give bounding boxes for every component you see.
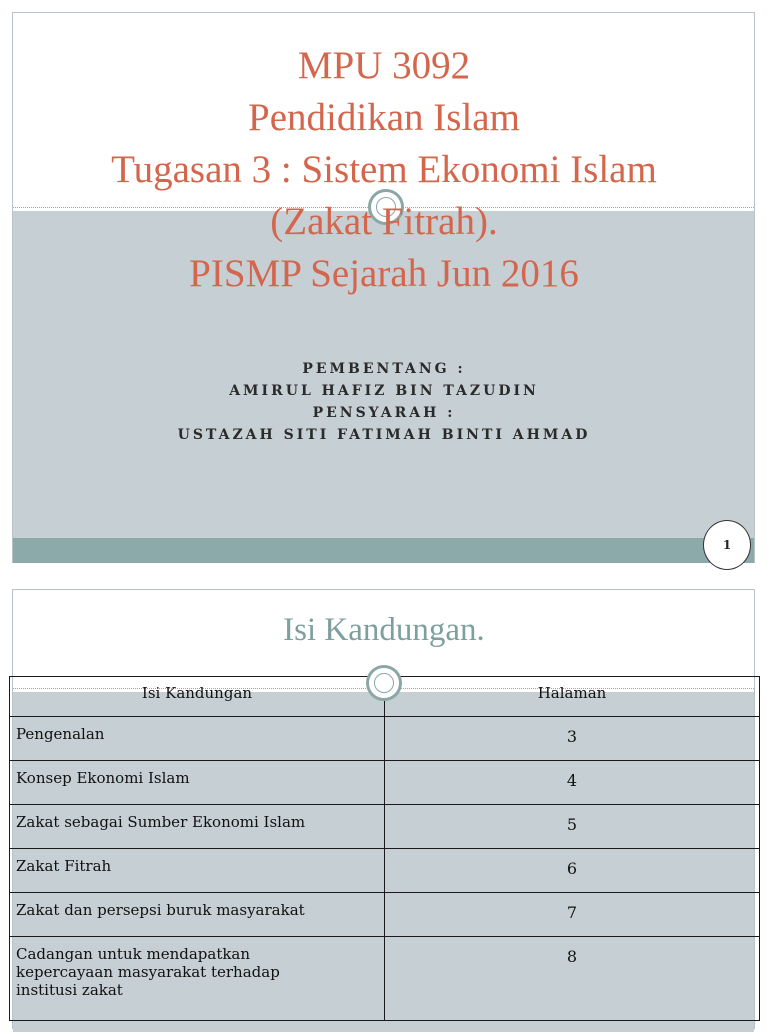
row-topic: Zakat Fitrah <box>10 849 385 893</box>
row-page: 6 <box>385 849 760 893</box>
row-topic: Cadangan untuk mendapatkan kepercayaan masyarakat terhadap institusi zakat <box>10 937 385 1021</box>
contents-title: Isi Kandungan. <box>283 612 485 648</box>
presenter-name: AMIRUL HAFIZ BIN TAZUDIN <box>229 383 539 399</box>
lecturer-name: USTAZAH SITI FATIMAH BINTI AHMAD <box>177 427 591 443</box>
row-topic: Pengenalan <box>10 717 385 761</box>
row-page: 7 <box>385 893 760 937</box>
page-number-badge: 1 <box>703 520 751 570</box>
table-row <box>10 849 760 893</box>
table-row <box>10 761 760 805</box>
presenter-info <box>0 358 768 446</box>
slide-title <box>0 40 768 300</box>
row-topic: Zakat sebagai Sumber Ekonomi Islam <box>10 805 385 849</box>
title-line-subject: Pendidikan Islam <box>248 96 520 139</box>
table-row <box>10 805 760 849</box>
lecturer-label: PENSYARAH : <box>312 405 456 421</box>
title-line-course-code: MPU 3092 <box>297 44 471 87</box>
header-topic: Isi Kandungan <box>10 677 385 717</box>
bottom-accent-bar <box>13 538 754 563</box>
title-line-program: PISMP Sejarah Jun 2016 <box>189 252 579 295</box>
decorative-ring-icon <box>366 665 402 701</box>
table-row <box>10 893 760 937</box>
row-page: 3 <box>385 717 760 761</box>
header-page: Halaman <box>385 677 760 717</box>
presenter-label: PEMBENTANG : <box>302 361 466 377</box>
title-line-assignment: Tugasan 3 : Sistem Ekonomi Islam <box>111 148 657 191</box>
row-page: 4 <box>385 761 760 805</box>
contents-table <box>9 676 760 1021</box>
row-topic: Konsep Ekonomi Islam <box>10 761 385 805</box>
row-page: 8 <box>385 937 760 1021</box>
row-topic: Zakat dan persepsi buruk masyarakat <box>10 893 385 937</box>
title-line-topic: (Zakat Fitrah). <box>270 200 498 243</box>
table-row <box>10 937 760 1021</box>
row-page: 5 <box>385 805 760 849</box>
table-row <box>10 717 760 761</box>
